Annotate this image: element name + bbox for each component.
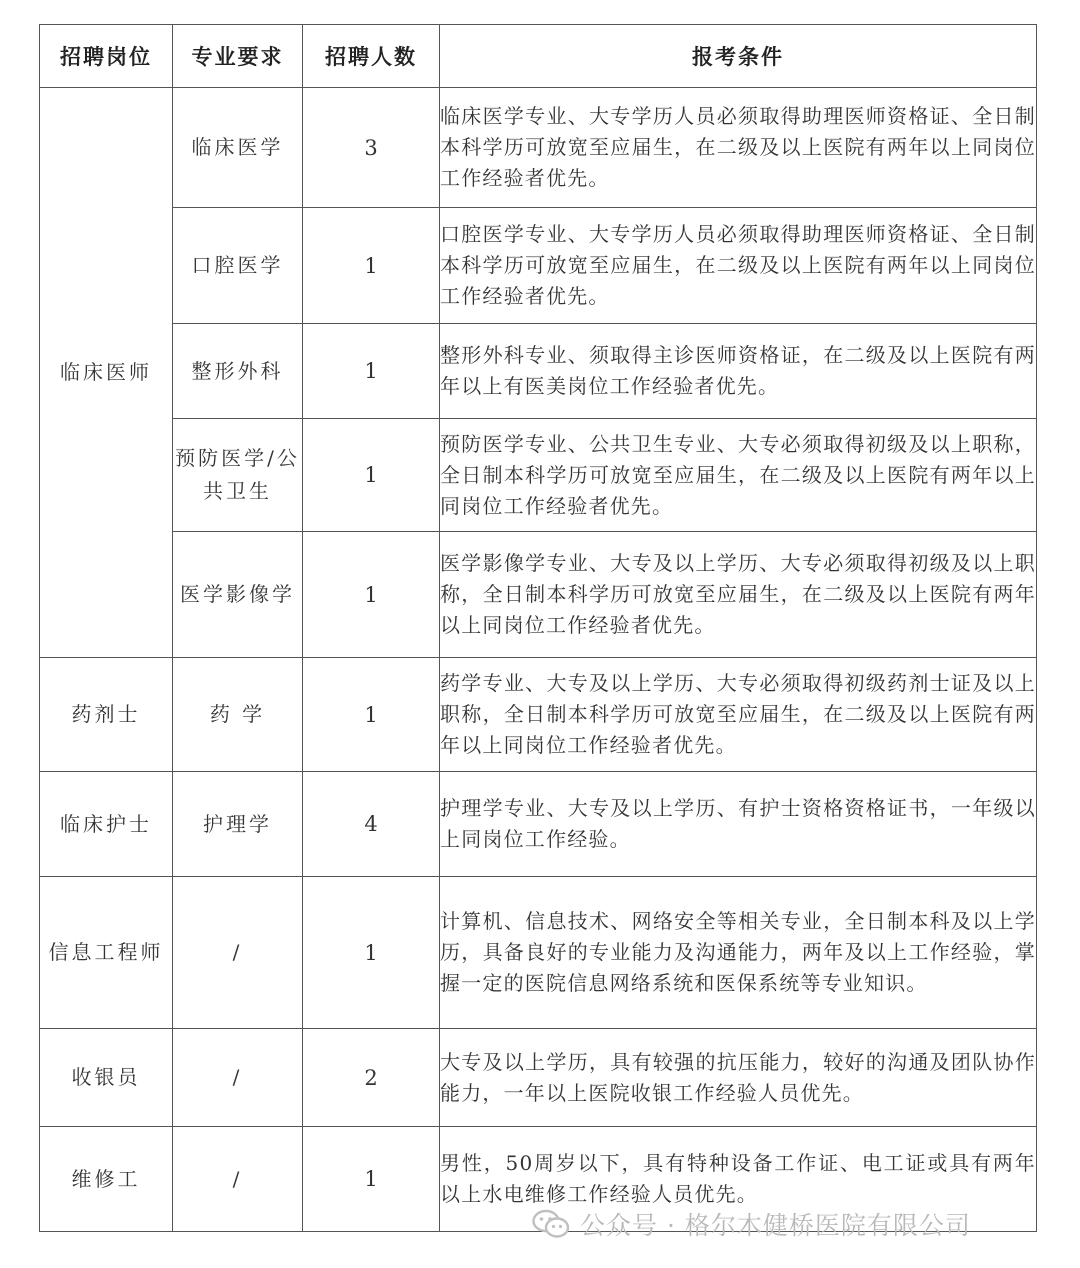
count-cell: 1 <box>303 658 440 772</box>
major-cell: / <box>173 1127 303 1232</box>
table-header-row <box>40 25 1037 88</box>
count-cell: 3 <box>303 88 440 208</box>
table-row <box>40 208 1037 324</box>
count-cell: 1 <box>303 877 440 1029</box>
watermark-text: 公众号 · 格尔木健桥医院有限公司 <box>580 1211 971 1240</box>
requirement-cell: 医学影像学专业、大专及以上学历、大专必须取得初级及以上职称，全日制本科学历可放宽至应届生，在二级及以上医院有两年以上同岗位工作经验者优先。 <box>440 532 1037 658</box>
count-cell: 2 <box>303 1029 440 1127</box>
position-cell: 信息工程师 <box>40 877 173 1029</box>
position-cell: 临床医师 <box>40 88 173 658</box>
watermark <box>532 1208 971 1240</box>
header-count: 招聘人数 <box>303 25 440 88</box>
table-row <box>40 658 1037 772</box>
recruitment-table <box>39 24 1037 1232</box>
table-row <box>40 1029 1037 1127</box>
position-cell: 临床护士 <box>40 772 173 877</box>
position-cell: 维修工 <box>40 1127 173 1232</box>
requirement-cell: 护理学专业、大专及以上学历、有护士资格资格证书，一年级以上同岗位工作经验。 <box>440 772 1037 877</box>
count-cell: 1 <box>303 532 440 658</box>
table-row <box>40 532 1037 658</box>
requirement-cell: 预防医学专业、公共卫生专业、大专必须取得初级及以上职称，全日制本科学历可放宽至应届生，在二级及以上医院有两年以上同岗位工作经验者优先。 <box>440 419 1037 532</box>
count-cell: 4 <box>303 772 440 877</box>
count-cell: 1 <box>303 1127 440 1232</box>
major-cell: / <box>173 1029 303 1127</box>
position-cell: 药剂士 <box>40 658 173 772</box>
count-cell: 1 <box>303 419 440 532</box>
count-cell: 1 <box>303 324 440 419</box>
table-row <box>40 324 1037 419</box>
major-cell: 医学影像学 <box>173 532 303 658</box>
requirement-cell: 口腔医学专业、大专学历人员必须取得助理医师资格证、全日制本科学历可放宽至应届生，在二级及以上医院有两年以上同岗位工作经验者优先。 <box>440 208 1037 324</box>
position-cell: 收银员 <box>40 1029 173 1127</box>
major-cell: 整形外科 <box>173 324 303 419</box>
requirement-cell: 计算机、信息技术、网络安全等相关专业，全日制本科及以上学历，具备良好的专业能力及沟通能力，两年及以上工作经验，掌握一定的医院信息网络系统和医保系统等专业知识。 <box>440 877 1037 1029</box>
major-cell: 临床医学 <box>173 88 303 208</box>
header-major: 专业要求 <box>173 25 303 88</box>
requirement-cell: 临床医学专业、大专学历人员必须取得助理医师资格证、全日制本科学历可放宽至应届生，在二级及以上医院有两年以上同岗位工作经验者优先。 <box>440 88 1037 208</box>
count-cell: 1 <box>303 208 440 324</box>
requirement-cell: 整形外科专业、须取得主诊医师资格证，在二级及以上医院有两年以上有医美岗位工作经验者优先。 <box>440 324 1037 419</box>
major-cell: 预防医学/公共卫生 <box>173 419 303 532</box>
table-row <box>40 88 1037 208</box>
table-row <box>40 419 1037 532</box>
header-position: 招聘岗位 <box>40 25 173 88</box>
header-requirement: 报考条件 <box>440 25 1037 88</box>
major-cell: / <box>173 877 303 1029</box>
wechat-icon <box>532 1209 570 1239</box>
requirement-cell: 药学专业、大专及以上学历、大专必须取得初级药剂士证及以上职称，全日制本科学历可放宽至应届生，在二级及以上医院有两年以上同岗位工作经验者优先。 <box>440 658 1037 772</box>
table-row <box>40 877 1037 1029</box>
table-row <box>40 772 1037 877</box>
major-cell: 护理学 <box>173 772 303 877</box>
requirement-cell: 男性，50周岁以下，具有特种设备工作证、电工证或具有两年以上水电维修工作经验人员优先。 <box>440 1127 1037 1232</box>
requirement-cell: 大专及以上学历，具有较强的抗压能力，较好的沟通及团队协作能力，一年以上医院收银工作经验人员优先。 <box>440 1029 1037 1127</box>
major-cell: 药 学 <box>173 658 303 772</box>
major-cell: 口腔医学 <box>173 208 303 324</box>
